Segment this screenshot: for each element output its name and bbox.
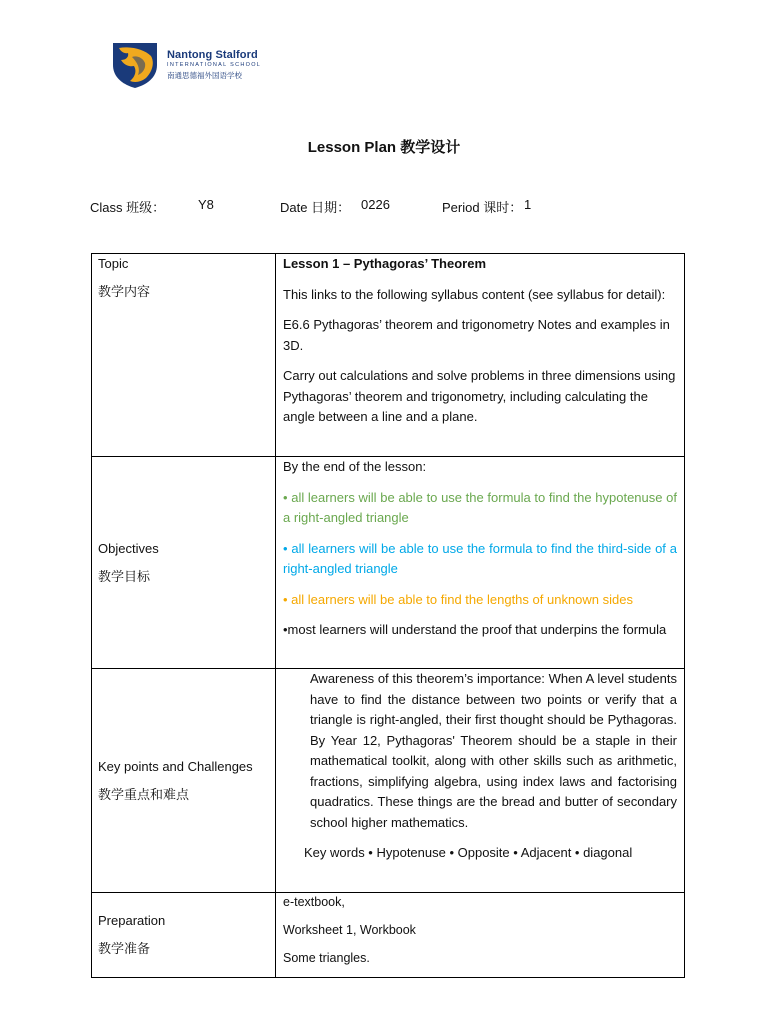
objectives-intro: By the end of the lesson: [283,459,427,474]
preparation-item: e-textbook, [283,895,345,909]
key-points-text: Awareness of this theorem’s importance: When A level students have to find the distance between two points or verify that a triangle is right-angled, their first thought should be Pythagoras. By Year 12, Pythagoras' Theorem should be a staple in their mathematical toolkit, along with other skills such as arithmetic, fractions, simplifying algebra, using index laws and factorising quadratics. These things are the bread and butter of secondary school higher mathematics. [310,671,677,830]
topic-content-cell [276,254,685,457]
lion-shield-logo-icon [110,41,160,89]
key-points-row [92,669,685,893]
preparation-item: Some triangles. [283,951,370,965]
key-points-label-cell [92,669,276,893]
school-name: Nantong Stalford [167,49,258,61]
syllabus-link-text: This links to the following syllabus content (see syllabus for detail): [283,286,666,302]
key-points-content-cell [276,669,685,893]
preparation-label: Preparation [98,913,166,928]
topic-label-cell [92,254,276,457]
key-points-label: Key points and Challenges [98,758,253,774]
objective-item: • all learners will be able to use the formula to find the hypotenuse of a right-angled triangle [283,489,677,525]
topic-label: Topic [98,256,129,271]
preparation-content-cell [276,893,685,978]
objective-item: • all learners will be able to find the lengths of unknown sides [283,591,633,607]
topic-label-zh: 教学内容 [98,284,151,299]
date-value: 0226 [361,197,390,212]
key-words: Key words • Hypotenuse • Opposite • Adjacent • diagonal [304,845,633,860]
class-label: Class 班级： [90,200,166,215]
preparation-item: Worksheet 1, Workbook [283,923,416,937]
objective-item: •most learners will understand the proof that underpins the formula [283,622,667,637]
period-label: Period 课时： [442,200,523,215]
objective-item: • all learners will be able to use the formula to find the third-side of a right-angled triangle [283,540,677,576]
preparation-row [92,893,685,978]
lesson-plan-table [91,253,685,978]
objectives-label-cell [92,457,276,669]
class-value: Y8 [198,197,214,212]
school-chinese-name: 南通思德福外国语学校 [167,71,242,80]
key-points-label-zh: 教学重点和难点 [98,786,190,802]
syllabus-reference: E6.6 Pythagoras’ theorem and trigonometry Notes and examples in 3D. [283,317,670,353]
objectives-content-cell [276,457,685,669]
topic-row [92,254,685,457]
objectives-row [92,457,685,669]
preparation-label-cell [92,893,276,978]
lesson-heading: Lesson 1 – Pythagoras’ Theorem [283,256,487,271]
objectives-label-zh: 教学目标 [98,568,151,584]
objectives-label: Objectives [98,540,159,556]
date-label: Date 日期： [280,200,351,215]
period-value: 1 [524,197,532,212]
syllabus-description: Carry out calculations and solve problems in three dimensions using Pythagoras’ theorem and trigonometry, including calculating the angle between a line and a plane. [283,368,676,424]
preparation-label-zh: 教学准备 [98,941,151,956]
page-title: Lesson Plan 教学设计 [307,139,461,156]
school-logo [110,41,280,91]
school-subtitle: INTERNATIONAL SCHOOL [167,62,262,68]
